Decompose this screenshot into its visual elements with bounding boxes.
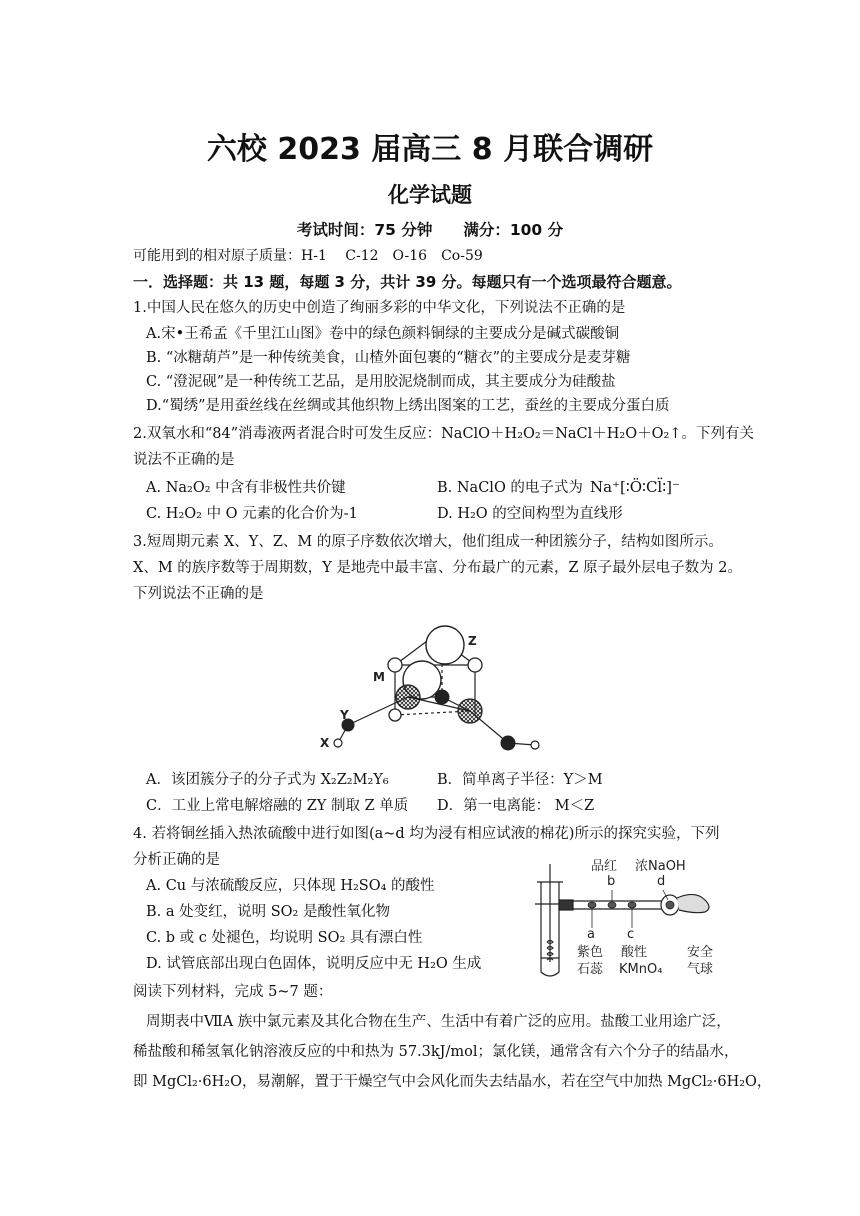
label-c: c — [627, 927, 635, 942]
q3-stem-end: 下列说法不正确的是 — [133, 586, 264, 602]
atom-m — [396, 685, 420, 709]
q2-option-d: D. H₂O 的空间构型为直线形 — [437, 506, 623, 522]
q1-stem: 1.中国人民在悠久的历史中创造了绚丽多彩的中华文化，下列说法不正确的是 — [133, 300, 626, 316]
label-pinhong: 品红 — [591, 859, 618, 874]
reading-paragraph-line: 稀盐酸和稀氢氧化钠溶液反应的中和热为 57.3kJ/mol；氯化镁，通常含有六个分子的结晶水， — [133, 1044, 739, 1060]
label-naoh: 浓NaOH — [635, 859, 686, 874]
q4-option-c: C. b 或 c 处褪色，均说明 SO₂ 具有漂白性 — [146, 930, 423, 946]
label-qiqiu: 气球 — [687, 962, 714, 977]
atom-small — [389, 709, 401, 721]
label-kmno4: KMnO₄ — [619, 962, 663, 977]
label-z: Z — [468, 634, 477, 648]
q3-option-c: C．工业上常电解熔融的 ZY 制取 Z 单质 — [146, 798, 409, 814]
q3-option-a: A．该团簇分子的分子式为 X₂Z₂M₂Y₆ — [146, 772, 389, 788]
q4-option-d: D. 试管底部出现白色固体，说明反应中无 H₂O 生成 — [146, 956, 482, 972]
exam-subtitle: 化学试题 — [388, 183, 472, 207]
q1-option-b: B. “冰糖葫芦”是一种传统美食，山楂外面包裹的“糖衣”的主要成分是麦芽糖 — [146, 350, 631, 366]
electron-formula: Na⁺[∶Ö∶Cl̈∶]⁻ — [590, 478, 680, 496]
q2-option-a: A. Na₂O₂ 中含有非极性共价键 — [146, 480, 346, 496]
label-x: X — [320, 736, 330, 750]
label-m: M — [373, 670, 385, 684]
label-suanxing: 酸性 — [621, 945, 648, 960]
label-shirui: 石蕊 — [577, 962, 604, 977]
section-heading: 一．选择题：共 13 题，每题 3 分，共计 39 分。每题只有一个选项最符合题意。 — [133, 273, 682, 291]
label-b: b — [607, 874, 616, 889]
q2-option-c: C. H₂O₂ 中 O 元素的化合价为-1 — [146, 506, 358, 522]
atom-y — [501, 736, 515, 750]
q4-option-a: A. Cu 与浓硫酸反应，只体现 H₂SO₄ 的酸性 — [146, 878, 435, 894]
exam-title: 六校 2023 届高三 8 月联合调研 — [206, 132, 654, 167]
apparatus-diagram — [535, 852, 735, 984]
exam-info: 考试时间：75 分钟 满分：100 分 — [296, 221, 564, 239]
q4-stem: 4. 若将铜丝插入热浓硫酸中进行如图(a~d 均为浸有相应试液的棉花)所示的探究实验，下列 — [133, 826, 720, 842]
atom-small — [388, 658, 402, 672]
atom-x — [334, 739, 342, 747]
q3-option-d: D．第一电离能： M＜Z — [437, 798, 595, 814]
q1-option-c: C. “澄泥砚”是一种传统工艺品，是用胶泥烧制而成，其主要成分为硅酸盐 — [146, 374, 616, 390]
atom-z — [426, 626, 464, 664]
cluster-molecule-diagram — [310, 615, 560, 760]
atom-m — [458, 699, 482, 723]
q3-option-b: B．简单离子半径：Y＞M — [437, 772, 603, 788]
atom-small — [468, 658, 482, 672]
q4-stem-cont: 分析正确的是 — [133, 852, 220, 868]
label-d: d — [657, 874, 666, 889]
q2-option-b: B. NaClO 的电子式为 — [437, 480, 583, 496]
atom-x — [531, 741, 539, 749]
q2-stem: 2.双氧水和“84”消毒液两者混合时可发生反应：NaClO＋H₂O₂＝NaCl＋H₂O＋O₂↑。下列有关 — [133, 426, 754, 442]
label-y: Y — [340, 708, 349, 722]
reading-intro: 阅读下列材料，完成 5~7 题： — [133, 984, 333, 1000]
atomic-masses: 可能用到的相对原子质量：H-1 C-12 O-16 Co-59 — [133, 248, 483, 264]
label-a: a — [587, 927, 595, 942]
q3-stem: 3.短周期元素 X、Y、Z、M 的原子序数依次增大，他们组成一种团簇分子，结构如图所示。 — [133, 534, 723, 550]
q3-stem-cont: X、M 的族序数等于周期数，Y 是地壳中最丰富、分布最广的元素，Z 原子最外层电子数为 2。 — [133, 560, 742, 576]
label-zise: 紫色 — [577, 945, 604, 960]
q2-stem-cont: 说法不正确的是 — [133, 452, 235, 468]
atom-y — [435, 690, 449, 704]
q4-option-b: B. a 处变红，说明 SO₂ 是酸性氧化物 — [146, 904, 390, 920]
q1-option-a: A.宋•王希孟《千里江山图》卷中的绿色颜料铜绿的主要成分是碱式碳酸铜 — [146, 326, 620, 342]
reading-paragraph-line: 即 MgCl₂·6H₂O，易潮解，置于干燥空气中会风化而失去结晶水，若在空气中加热 MgCl₂·6H₂O， — [133, 1074, 772, 1090]
q1-option-d: D.“蜀绣”是用蚕丝线在丝绸或其他织物上绣出图案的工艺，蚕丝的主要成分蛋白质 — [146, 398, 670, 414]
reading-paragraph-line: 周期表中ⅦA 族中氯元素及其化合物在生产、生活中有着广泛的应用。盐酸工业用途广泛， — [146, 1014, 731, 1030]
label-anquan: 安全 — [687, 945, 714, 960]
